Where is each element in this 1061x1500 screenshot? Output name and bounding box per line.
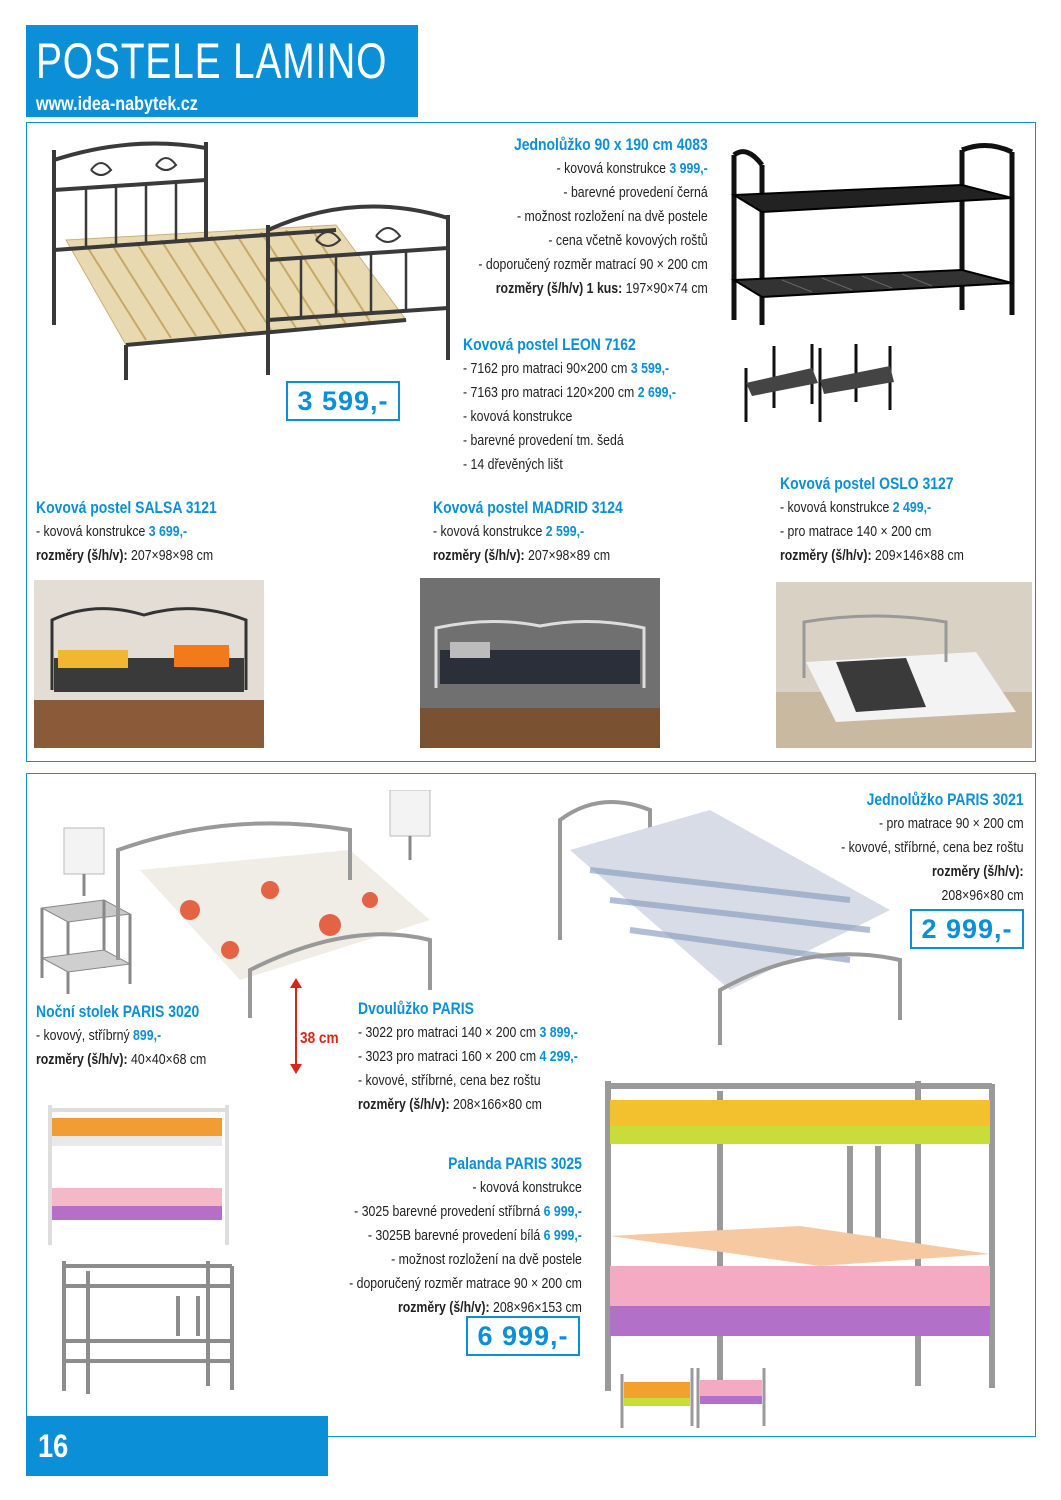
product-4083-line: - kovová konstrukce 3 999,- (556, 160, 708, 177)
product-bunk-3025-line: - 3025B barevné provedení bílá 6 999,- (367, 1227, 582, 1244)
leon-price-box: 3 599,- (286, 381, 400, 421)
page-title: POSTELE LAMINO (36, 33, 388, 89)
product-paris3021-text (841, 788, 1024, 908)
product-double-bed-line: - kovové, stříbrné, cena bez roštu (358, 1072, 541, 1089)
product-oslo-price: 2 499,- (892, 499, 932, 516)
product-madrid-line: - kovová konstrukce 2 599,- (433, 523, 585, 540)
product-leon-line: - 14 dřevěných lišt (463, 456, 563, 473)
height-arrow (286, 978, 306, 1074)
product-madrid-text (433, 496, 623, 568)
product-bunk-3025-title: Palanda PARIS 3025 (448, 1154, 582, 1173)
bunk-paris-3025-image (600, 1076, 1000, 1396)
salsa-bed-photo (34, 580, 264, 748)
product-leon-price-7163: 2 699,- (637, 384, 676, 401)
product-double-bed-price-3022: 3 899,- (539, 1024, 578, 1041)
product-4083-title: Jednolůžko 90 x 190 cm 4083 (514, 135, 708, 154)
product-leon-price-7162: 3 599,- (630, 360, 670, 377)
oslo-bed-photo (776, 582, 1032, 748)
product-bunk-3025-line: - kovová konstrukce (472, 1179, 582, 1196)
product-oslo-line: - kovová konstrukce 2 499,- (780, 499, 932, 516)
product-double-bed-dims: rozměry (š/h/v): 208×166×80 cm (358, 1096, 542, 1113)
bunk-paris-3025-split-image (618, 1364, 768, 1430)
product-salsa-text (36, 496, 217, 568)
madrid-bed-photo (420, 578, 660, 748)
product-4083-line: - barevné provedení černá (563, 184, 708, 201)
product-double-bed-text (358, 997, 578, 1117)
product-oslo-dims: rozměry (š/h/v): 209×146×88 cm (780, 547, 964, 564)
product-4083-dims: rozměry (š/h/v) 1 kus: 197×90×74 cm (496, 280, 708, 297)
product-nightstand-price: 899,- (133, 1027, 162, 1044)
product-4083-line: - cena včetně kovových roštů (548, 232, 708, 249)
product-bunk-3025-price-white: 6 999,- (543, 1227, 582, 1244)
website-link[interactable]: www.idea-nabytek.cz (36, 94, 198, 115)
product-4083-line: - možnost rozložení na dvě postele (517, 208, 708, 225)
product-salsa-title: Kovová postel SALSA 3121 (36, 498, 217, 517)
product-oslo-title: Kovová postel OSLO 3127 (780, 474, 954, 493)
product-leon-line: - barevné provedení tm. šedá (463, 432, 624, 449)
product-nightstand-line: - kovový, stříbrný 899,- (36, 1027, 162, 1044)
product-paris3021-line: - kovové, stříbrné, cena bez roštu (841, 839, 1024, 856)
product-double-bed-price-3023: 4 299,- (539, 1048, 578, 1065)
product-bunk-3025-line: - 3025 barevné provedení stříbrná 6 999,- (354, 1203, 582, 1220)
product-nightstand-title: Noční stolek PARIS 3020 (36, 1002, 200, 1021)
product-bunk-3025-line: - možnost rozložení na dvě postele (391, 1251, 582, 1268)
product-paris3021-title: Jednolůžko PARIS 3021 (866, 790, 1024, 809)
product-madrid-dims: rozměry (š/h/v): 207×98×89 cm (433, 547, 611, 564)
bunk-4083-image (722, 140, 1032, 330)
product-madrid-title: Kovová postel MADRID 3124 (433, 498, 623, 517)
product-nightstand-dims: rozměry (š/h/v): 40×40×68 cm (36, 1051, 207, 1068)
product-salsa-dims: rozměry (š/h/v): 207×98×98 cm (36, 547, 214, 564)
paris3021-price-box: 2 999,- (910, 909, 1024, 949)
product-leon-line: - 7162 pro matraci 90×200 cm 3 599,- (463, 360, 670, 377)
product-salsa-line: - kovová konstrukce 3 699,- (36, 523, 188, 540)
product-leon-title: Kovová postel LEON 7162 (463, 335, 636, 354)
product-madrid-price: 2 599,- (545, 523, 585, 540)
bunk-white-image (42, 1100, 232, 1250)
product-double-bed-line: - 3023 pro matraci 160 × 200 cm 4 299,- (358, 1048, 578, 1065)
product-4083-line: - doporučený rozměr matrací 90 × 200 cm (478, 256, 708, 273)
product-paris3021-line: - pro matrace 90 × 200 cm (879, 815, 1024, 832)
bunk-silver-image (58, 1256, 238, 1396)
product-paris3021-dims-label: rozměry (š/h/v): (932, 863, 1024, 880)
page-number-band (26, 1416, 328, 1476)
product-bunk-3025-price-silver: 6 999,- (543, 1203, 582, 1220)
bunk-4083-split-image (738, 338, 898, 426)
product-bunk-3025-dims: rozměry (š/h/v): 208×96×153 cm (398, 1299, 582, 1316)
product-4083-price: 3 999,- (669, 160, 708, 177)
product-4083-text (479, 133, 708, 301)
double-bed-paris-image (110, 790, 440, 1030)
product-double-bed-title: Dvoulůžko PARIS (358, 999, 474, 1018)
product-leon-line: - kovová konstrukce (463, 408, 573, 425)
product-paris3021-dims-value: 208×96×80 cm (941, 887, 1024, 904)
product-nightstand-text (36, 1000, 206, 1072)
product-bunk-3025-line: - doporučený rozměr matrace 90 × 200 cm (349, 1275, 582, 1292)
page-number: 16 (38, 1428, 69, 1464)
product-leon-line: - 7163 pro matraci 120×200 cm 2 699,- (463, 384, 676, 401)
product-oslo-text (780, 472, 964, 568)
product-oslo-line: - pro matrace 140 × 200 cm (780, 523, 932, 540)
product-salsa-price: 3 699,- (148, 523, 188, 540)
bunk-3025-price-box: 6 999,- (466, 1316, 580, 1356)
product-bunk-3025-text (349, 1152, 582, 1320)
product-double-bed-line: - 3022 pro matraci 140 × 200 cm 3 899,- (358, 1024, 578, 1041)
height-label: 38 cm (300, 1030, 339, 1047)
product-leon-text (463, 333, 676, 477)
leon-bed-image (36, 130, 456, 420)
